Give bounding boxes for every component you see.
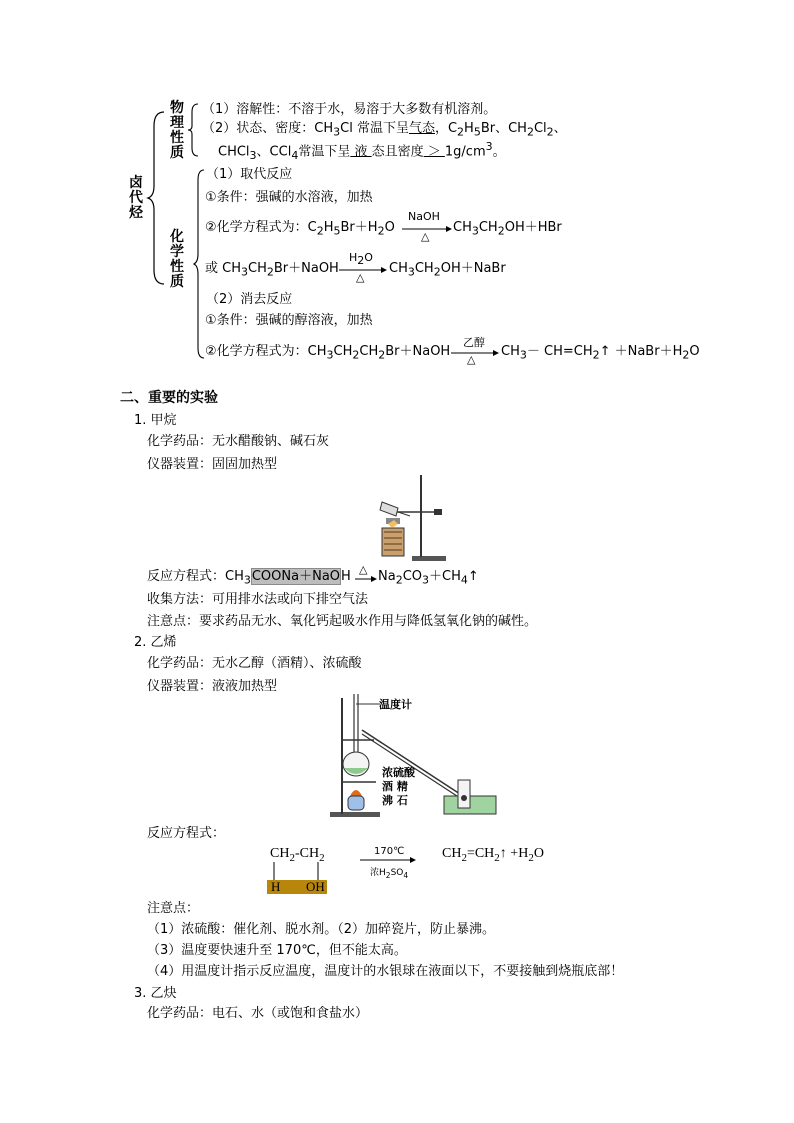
eq3-arrow-top: 乙醇: [463, 336, 485, 349]
ethylene-arrow: [360, 856, 418, 864]
section-heading: 二、重要的实验: [120, 390, 218, 406]
methane-product: $Na_2CO_3+CH_4↑$: [378, 569, 479, 587]
methane-arrow: [355, 575, 379, 583]
physical-line1: （1）溶解性：不溶于水，易溶于大多数有机溶剂。: [202, 102, 497, 117]
ethanol-structure: $CH_2-CH_2$: [270, 846, 325, 864]
ethylene-apparatus: 仪器装置：液液加热型: [147, 679, 278, 694]
ethylene-apparatus-drawing: [322, 694, 502, 820]
label-thermometer: 温度计: [379, 698, 412, 711]
eq1-arrow-top: NaOH: [408, 210, 440, 223]
ethylene-note-3: （4）用温度计指示反应温度，温度计的水银球在液面以下，不要接触到烧瓶底部！: [147, 964, 624, 979]
eq2-product: $CH_3CH_2OH+NaBr$: [389, 261, 506, 279]
chemical-label: 化学性质: [170, 229, 184, 290]
ethylene-arrow-bottom: 浓$H_2SO_4$: [370, 868, 409, 880]
struct-oh: OH: [306, 879, 325, 894]
label-alcohol: 酒 精: [382, 780, 408, 793]
physical-brace: [186, 102, 200, 158]
physical-line2: （2）状态、密度：$CH_3Cl$ 常温下呈气态，$C_2H_5Br$、$CH_2Cl_2$、: [202, 121, 567, 139]
eq1-product: $CH_3CH_2OH+HBr$: [453, 220, 562, 238]
highlight-box: COONa＋NaO: [251, 569, 341, 584]
struct-h: H: [271, 879, 281, 894]
ethylene-product: $CH_2=CH_2↑ +H_2O$: [442, 846, 544, 864]
ethylene-notes-title: 注意点：: [147, 901, 200, 916]
eq1-arrow-bottom: △: [421, 230, 430, 243]
eq2-arrow-bottom: △: [356, 271, 365, 284]
methane-equation: 反应方程式：$CH_3COONa+NaOH$: [147, 569, 351, 587]
acetylene-reagents: 化学药品：电石、水（或饱和食盐水）: [147, 1006, 369, 1021]
physical-line3: CHCl$_3$、CCl$_4$常温下呈 液 态且密度 ＞ $1g/cm^3$。: [218, 140, 506, 162]
acetylene-title: 3. 乙炔: [134, 986, 177, 1001]
methane-reagents: 化学药品：无水醋酸钠、碱石灰: [147, 434, 330, 449]
ethylene-title: 2. 乙烯: [134, 635, 177, 650]
big-brace: [146, 110, 168, 286]
methane-note: 注意点：要求药品无水、氧化钙起吸水作用与降低氢氧化钠的碱性。: [147, 614, 538, 629]
ethylene-arrow-top: 170℃: [374, 846, 405, 857]
methane-apparatus-drawing: [376, 472, 448, 564]
ethylene-reagents: 化学药品：无水乙醇（酒精）、浓硫酸: [147, 656, 362, 671]
methane-collect: 收集方法：可用排水法或向下排空气法: [147, 592, 369, 607]
chemical-brace: [192, 168, 206, 360]
label-boiling-stone: 沸 石: [382, 794, 408, 807]
label-sulfuric-acid: 浓硫酸: [382, 766, 415, 779]
ethylene-note-2: （3）温度要快速升至 170℃，但不能太高。: [147, 943, 407, 958]
eq3-arrow: [451, 349, 501, 357]
physical-label: 物理性质: [170, 100, 184, 161]
substitution-condition: ①条件：强碱的水溶液，加热: [205, 190, 373, 205]
methane-arrow-top: △: [359, 563, 368, 576]
eq2-arrow-top: $H_2O$: [349, 251, 373, 268]
ethylene-note-1: （1）浓硫酸：催化剂、脱水剂。（2）加碎瓷片，防止暴沸。: [147, 922, 496, 937]
ethanol-bonds: [270, 862, 330, 880]
elimination-condition: ①条件：强碱的醇溶液，加热: [205, 313, 373, 328]
eq3-arrow-bottom: △: [467, 353, 476, 366]
substitution-equation-1: ②化学方程式为：$C_2H_5Br+H_2O$: [205, 220, 395, 238]
substitution-title: （1）取代反应: [206, 167, 293, 182]
methane-apparatus: 仪器装置：固固加热型: [147, 457, 278, 472]
haloalkane-title: 卤代烃: [129, 175, 143, 221]
elimination-equation: ②化学方程式为：$CH_3CH_2CH_2Br+NaOH$: [205, 344, 451, 362]
substitution-equation-2: 或 $CH_3CH_2Br+NaOH$: [205, 261, 339, 279]
elimination-title: （2）消去反应: [206, 292, 293, 307]
ethylene-equation-label: 反应方程式：: [147, 826, 226, 841]
methane-title: 1. 甲烷: [134, 413, 177, 428]
eq3-product: $CH_3-$ $CH=CH_2↑$ $+NaBr+H_2O$: [501, 344, 700, 362]
